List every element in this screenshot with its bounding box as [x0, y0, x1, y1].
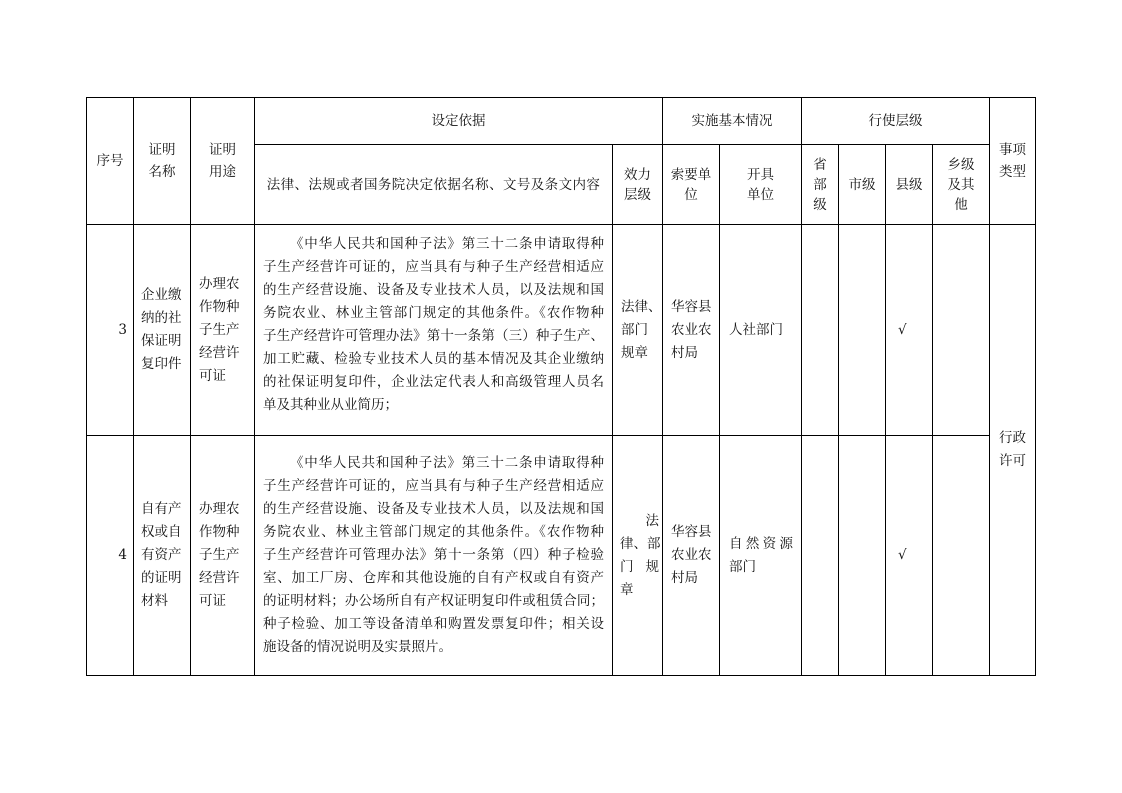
row-proof-name [134, 436, 191, 676]
row-requesting-unit [663, 436, 720, 676]
county-check-mark: √ [898, 321, 907, 338]
basis-line: 务院农业、林业主管部门规定的其他条件。《农作物种 [263, 305, 604, 321]
issuing-unit-line: 人社部门 [729, 321, 783, 338]
header-basis-content-label: 法律、法规或者国务院决定依据名称、文号及条文内容 [266, 176, 601, 193]
row-level-provincial [802, 225, 839, 436]
header-requesting-unit [663, 145, 720, 225]
header-level-provincial [802, 145, 839, 225]
requesting-unit-line: 村局 [671, 570, 698, 586]
header-effect-level-line: 效力 [624, 166, 651, 183]
row-seq-value: 3 [118, 321, 127, 338]
header-township-line: 他 [954, 196, 968, 213]
header-seq [87, 98, 134, 225]
proof-use-line: 办理农 [199, 275, 240, 292]
header-item-type-line: 事项 [999, 142, 1026, 158]
item-type-line: 许可 [999, 453, 1026, 469]
proof-use-line: 子生产 [199, 547, 240, 563]
proof-use-line: 子生产 [199, 321, 240, 338]
basis-line: 《中华人民共和国种子法》第三十二条申请取得种 [290, 455, 604, 471]
header-provincial-line: 级 [813, 196, 827, 213]
row-proof-use [191, 225, 255, 436]
basis-line: 室、加工厂房、仓库和其他设施的自有产权或自有资产 [263, 570, 604, 586]
proof-name-line: 纳的社 [141, 310, 182, 326]
row-level-township [933, 436, 990, 676]
proof-name-line: 复印件 [141, 356, 182, 372]
proof-name-line: 材料 [141, 593, 168, 609]
basis-line: 子生产经营许可管理办法》第十一条第（三）种子生产、 [263, 328, 604, 344]
row-effect-level [613, 436, 663, 676]
effect-level-line: 法律、 [621, 298, 662, 315]
row-level-city [839, 436, 886, 676]
effect-level-line: 律、部 [620, 535, 661, 552]
header-proof-name-line: 证明 [148, 142, 176, 158]
proof-use-line: 可证 [199, 593, 226, 609]
header-level-city [839, 145, 886, 225]
header-exercise-level [802, 98, 990, 145]
row-basis-text [255, 436, 613, 676]
header-county-label: 县级 [895, 176, 923, 193]
row-level-township [933, 225, 990, 436]
header-proof-use [191, 98, 255, 225]
proof-name-line: 保证明 [141, 333, 182, 349]
basis-line: 的生产经营设施、设备及专业技术人员，以及法规和国 [263, 282, 604, 298]
header-provincial-line: 部 [813, 176, 827, 193]
header-basis-label: 设定依据 [431, 113, 486, 129]
proof-use-line: 经营许 [199, 570, 240, 586]
row-issuing-unit [720, 225, 802, 436]
row-level-county [886, 225, 933, 436]
header-level-county [886, 145, 933, 225]
row-requesting-unit [663, 225, 720, 436]
row-level-county [886, 436, 933, 676]
header-requesting-unit-line: 索要单 [670, 166, 712, 183]
row-effect-level [613, 225, 663, 436]
row-seq [87, 436, 134, 676]
header-level-township [933, 145, 990, 225]
basis-line: 加工贮藏、检验专业技术人员的基本情况及其企业缴纳 [263, 351, 604, 367]
header-row-1 [87, 98, 1036, 145]
basis-line: 的生产经营设施、设备及专业技术人员，以及法规和国 [263, 501, 604, 517]
table-row [87, 225, 1036, 436]
header-exercise-level-label: 行使层级 [868, 113, 923, 129]
proof-name-line: 企业缴 [141, 287, 182, 303]
header-implementation [663, 98, 802, 145]
header-proof-use-line: 用途 [209, 164, 236, 180]
basis-line: 种子检验、加工等设备清单和购置发票复印件；相关设 [263, 616, 604, 632]
basis-line: 子生产经营许可证的，应当具有与种子生产经营相适应 [263, 478, 604, 494]
header-provincial-line: 省 [813, 156, 827, 173]
basis-line: 的证明材料；办公场所自有产权证明复印件或租赁合同； [263, 593, 604, 609]
row-level-city [839, 225, 886, 436]
effect-level-line: 规章 [621, 344, 648, 361]
requesting-unit-line: 农业农 [671, 547, 712, 563]
header-issuing-unit [720, 145, 802, 225]
header-effect-level-line: 层级 [624, 186, 651, 203]
header-township-line: 及其 [947, 176, 975, 193]
table-row [87, 436, 1036, 676]
county-check-mark: √ [898, 547, 907, 563]
requesting-unit-line: 华容县 [671, 298, 712, 315]
row-proof-use [191, 436, 255, 676]
effect-level-line: 门规 [620, 558, 659, 575]
item-type-cell [990, 225, 1036, 676]
header-item-type-line: 类型 [999, 164, 1026, 180]
issuing-unit-line: 自然资源 [729, 535, 793, 552]
basis-line: 务院农业、林业主管部门规定的其他条件。《农作物种 [263, 524, 604, 540]
proof-name-line: 权或自 [141, 524, 182, 540]
header-township-line: 乡级 [947, 156, 975, 173]
header-requesting-unit-line: 位 [684, 186, 698, 203]
proof-use-line: 可证 [199, 367, 226, 384]
requesting-unit-line: 华容县 [671, 524, 712, 540]
row-seq [87, 225, 134, 436]
basis-line: 子生产经营许可证的，应当具有与种子生产经营相适应 [263, 259, 604, 275]
issuing-unit-line: 部门 [729, 558, 756, 575]
effect-level-line: 部门 [621, 321, 648, 338]
header-proof-name-line: 名称 [148, 164, 176, 180]
header-proof-name [134, 98, 191, 225]
proof-name-line: 的证明 [141, 570, 182, 586]
header-issuing-unit-line: 单位 [747, 186, 774, 203]
row-basis-text [255, 225, 613, 436]
header-city-label: 市级 [848, 176, 876, 193]
row-issuing-unit [720, 436, 802, 676]
basis-line: 子生产经营许可管理办法》第十一条第（四）种子检验 [263, 547, 604, 563]
proof-use-line: 办理农 [199, 501, 240, 517]
proof-name-line: 自有产 [141, 501, 182, 517]
item-type-line: 行政 [999, 430, 1026, 446]
row-proof-name [134, 225, 191, 436]
header-seq-label: 序号 [96, 153, 124, 169]
proof-use-line: 经营许 [199, 344, 240, 361]
row-level-provincial [802, 436, 839, 676]
row-seq-value: 4 [118, 547, 127, 563]
header-proof-use-line: 证明 [209, 142, 236, 158]
basis-line: 的社保证明复印件，企业法定代表人和高级管理人员名 [263, 374, 604, 390]
proof-name-line: 有资产 [141, 547, 182, 563]
basis-line: 《中华人民共和国种子法》第三十二条申请取得种 [290, 236, 604, 252]
effect-level-line: 章 [620, 581, 634, 598]
header-basis-content [255, 145, 613, 225]
requesting-unit-line: 村局 [671, 344, 698, 361]
header-implementation-label: 实施基本情况 [691, 113, 773, 129]
header-basis [255, 98, 663, 145]
proof-requirements-table [86, 97, 1036, 676]
requesting-unit-line: 农业农 [671, 321, 712, 338]
proof-use-line: 作物种 [199, 524, 240, 540]
basis-line: 单及其种业从业简历； [263, 397, 398, 413]
proof-use-line: 作物种 [199, 298, 240, 315]
basis-line: 施设备的情况说明及实景照片。 [263, 639, 452, 655]
header-issuing-unit-line: 开具 [747, 166, 774, 183]
effect-level-line: 法 [645, 512, 659, 529]
header-effect-level [613, 145, 663, 225]
header-item-type [990, 98, 1036, 225]
